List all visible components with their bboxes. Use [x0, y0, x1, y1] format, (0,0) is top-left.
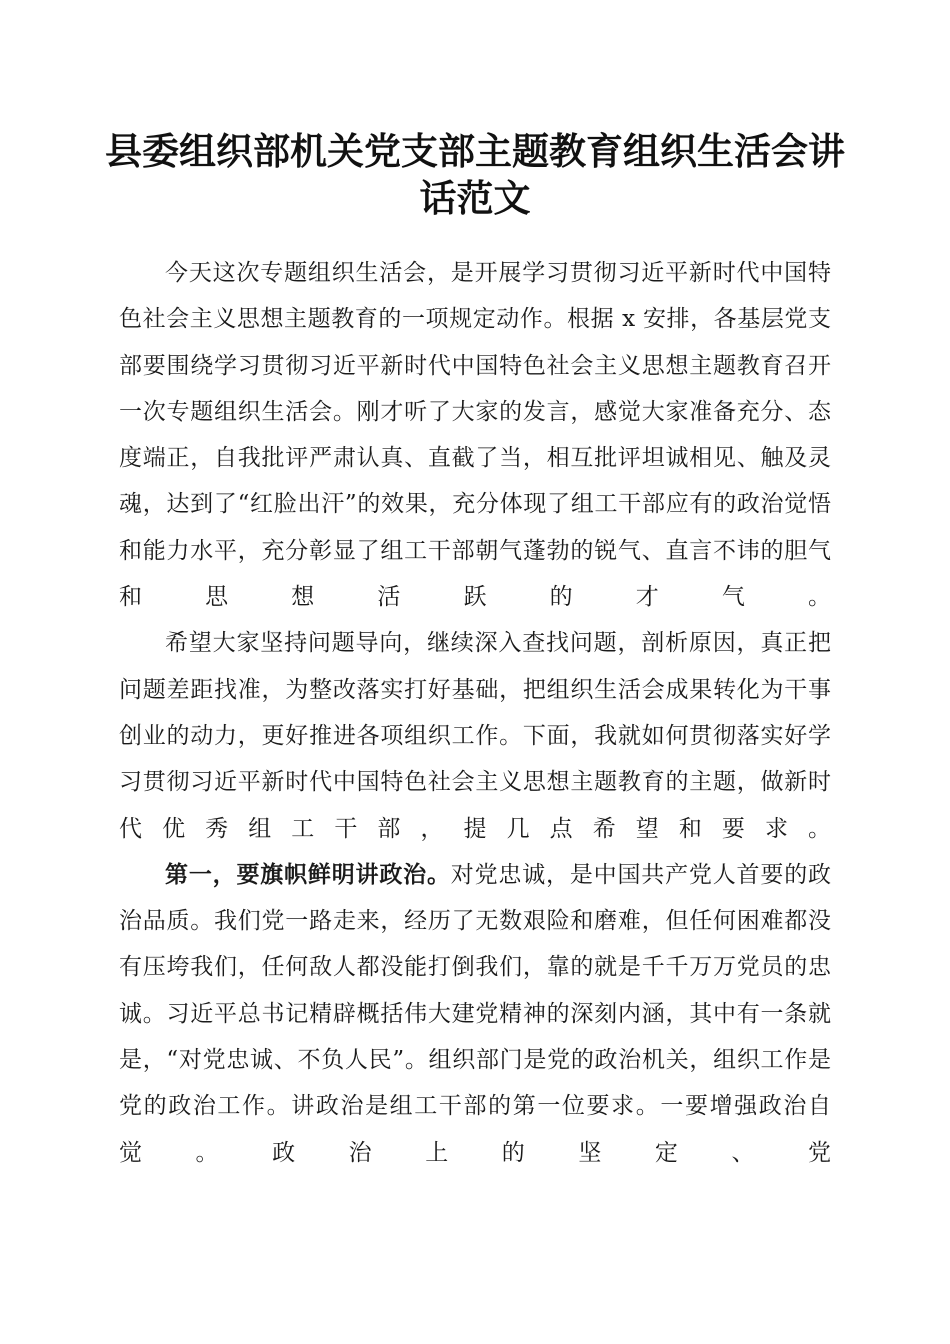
paragraph-2	[119, 620, 831, 851]
paragraph-1-text: 今天这次专题组织生活会，是开展学习贯彻习近平新时代中国特色社会主义思想主题教育的一项规定动作。根据 x 安排，各基层党支部要围绕学习贯彻习近平新时代中国特色社会主义思想主题教育召开一次专题组织生活会。刚才听了大家的发言，感觉大家准备充分、态度端正，自我批评严肃认真、直截了当，相互批评坦诚相见、触及灵魂，达到了“红脸出汗”的效果，充分体现了组工干部应有的政治觉悟和能力水平，充分彰显了组工干部朝气蓬勃的锐气、直言不讳的胆气和思想活跃的才气。	[119, 260, 831, 611]
paragraph-2-text: 希望大家坚持问题导向，继续深入查找问题，剖析原因，真正把问题差距找准，为整改落实打好基础，把组织生活会成果转化为干事创业的动力，更好推进各项组织工作。下面，我就如何贯彻落实好学习贯彻习近平新时代中国特色社会主义思想主题教育的主题，做新时代优秀组工干部，提几点希望和要求。	[119, 630, 831, 842]
paragraph-3-text: 对党忠诚，是中国共产党人首要的政治品质。我们党一路走来，经历了无数艰险和磨难，但任何困难都没有压垮我们，任何敌人都没能打倒我们，靠的就是千千万万党员的忠诚。习近平总书记精辟概括伟大建党精神的深刻内涵，其中有一条就是，“对党忠诚、不负人民”。组织部门是党的政治机关，组织工作是党的政治工作。讲政治是组工干部的第一位要求。一要增强政治自觉。政治上的坚定、党	[119, 861, 832, 1166]
paragraph-3-lead: 第一，要旗帜鲜明讲政治。	[165, 860, 451, 888]
paragraph-1	[119, 250, 831, 620]
document-body	[119, 250, 831, 1176]
document-title: 县委组织部机关党支部主题教育组织生活会讲话范文	[105, 129, 845, 220]
paragraph-3	[119, 852, 831, 1176]
